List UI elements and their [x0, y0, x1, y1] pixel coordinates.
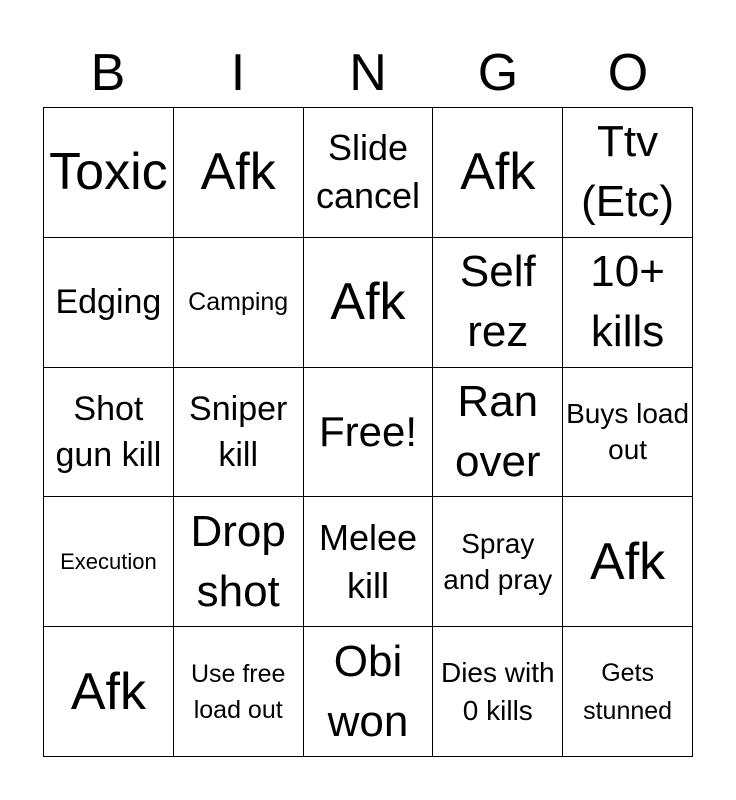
bingo-header — [43, 40, 693, 106]
header-letter-g: G — [477, 44, 519, 102]
bingo-cell[interactable] — [174, 108, 304, 238]
bingo-cell-text: Afk — [200, 143, 276, 202]
bingo-cell-text: Toxic — [49, 143, 168, 202]
bingo-cell-text: Shot gun kill — [55, 389, 162, 474]
bingo-cell[interactable] — [174, 368, 304, 498]
bingo-cell-text: Use free load out — [190, 659, 286, 724]
bingo-cell[interactable] — [563, 497, 693, 627]
bingo-cell-text: Buys load out — [566, 397, 690, 465]
bingo-cell[interactable] — [563, 368, 693, 498]
bingo-cell-text: Dies with 0 kills — [440, 656, 555, 726]
bingo-cell[interactable] — [44, 627, 174, 757]
bingo-cell[interactable] — [304, 627, 434, 757]
bingo-cell[interactable] — [174, 497, 304, 627]
bingo-cell[interactable] — [304, 108, 434, 238]
bingo-cell-text: Ran over — [454, 376, 541, 486]
bingo-cell-text: Ttv (Etc) — [581, 117, 675, 227]
bingo-cell-text: Drop shot — [190, 506, 286, 616]
header-letter-b: B — [90, 44, 126, 102]
bingo-cell[interactable] — [44, 238, 174, 368]
bingo-cell[interactable] — [304, 238, 434, 368]
bingo-cell-text: Execution — [60, 548, 157, 574]
bingo-cell[interactable] — [433, 368, 563, 498]
bingo-cell-free-space[interactable] — [304, 368, 434, 498]
bingo-cell[interactable] — [563, 108, 693, 238]
bingo-card-grid — [43, 107, 693, 757]
bingo-cell[interactable] — [44, 108, 174, 238]
bingo-cell[interactable] — [563, 238, 693, 368]
bingo-cell-text: Edging — [55, 283, 162, 322]
bingo-cell[interactable] — [433, 108, 563, 238]
bingo-cell-text: Sniper kill — [189, 389, 288, 474]
bingo-cell-text: Self rez — [459, 247, 536, 357]
bingo-cell-text: Spray and pray — [443, 527, 553, 595]
bingo-cell-text: Obi won — [327, 636, 409, 746]
bingo-cell-text: Afk — [70, 662, 146, 721]
bingo-cell-text: Afk — [590, 532, 666, 591]
bingo-cell[interactable] — [563, 627, 693, 757]
bingo-cell-text: Gets stunned — [583, 658, 673, 725]
bingo-cell-text: Free! — [318, 407, 417, 455]
bingo-cell[interactable] — [433, 627, 563, 757]
bingo-cell[interactable] — [433, 238, 563, 368]
bingo-cell-text: 10+ kills — [590, 247, 665, 357]
bingo-cell-text: Melee kill — [318, 516, 418, 606]
bingo-cell-text: Afk — [330, 273, 406, 332]
bingo-cell-text: Slide cancel — [315, 127, 421, 217]
header-letter-o: O — [607, 44, 649, 102]
bingo-cell-text: Camping — [188, 287, 289, 316]
header-letter-n: N — [349, 44, 387, 102]
bingo-cell[interactable] — [433, 497, 563, 627]
bingo-cell-text: Afk — [460, 143, 536, 202]
bingo-cell[interactable] — [174, 238, 304, 368]
bingo-cell[interactable] — [44, 368, 174, 498]
bingo-cell[interactable] — [44, 497, 174, 627]
header-letter-i: I — [230, 44, 246, 102]
bingo-cell[interactable] — [304, 497, 434, 627]
bingo-cell[interactable] — [174, 627, 304, 757]
